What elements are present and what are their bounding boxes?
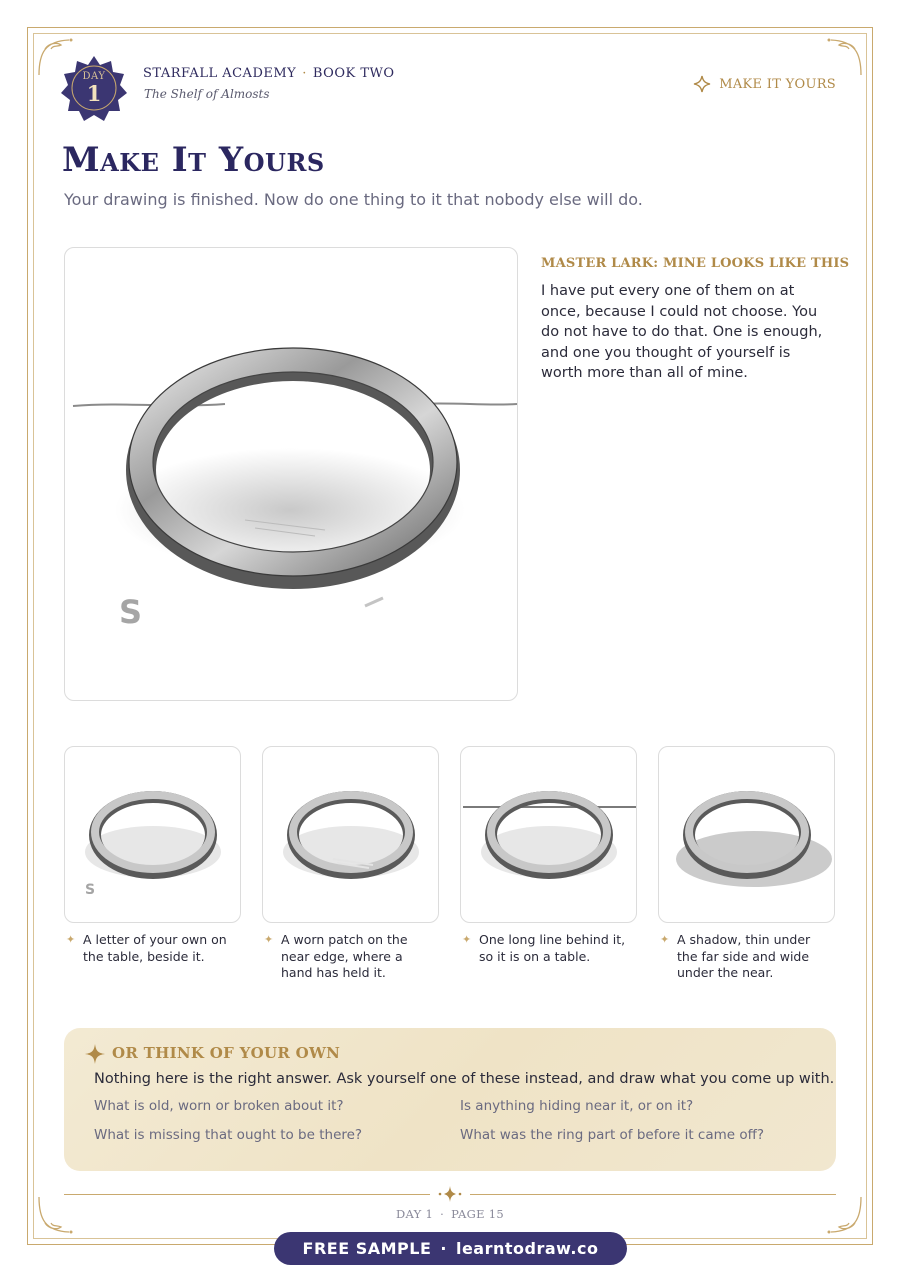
ring-worn-patch-icon [263,747,439,923]
star-bullet-icon: ✦ [660,933,670,946]
own-heading: OR THINK OF YOUR OWN [112,1044,341,1062]
option-caption [64,932,240,965]
footer-page-info [0,1207,900,1221]
silver-ring-drawing-icon [65,248,518,701]
corner-flourish-icon [821,35,865,79]
own-instructions: Nothing here is the right answer. Ask yourself one of these instead, and draw what you come up with. [94,1071,835,1087]
book-subtitle: The Shelf of Almosts [144,87,270,101]
day-badge [61,55,127,121]
footer-day: DAY 1 [395,1207,434,1221]
series-name: STARFALL ACADEMY [143,66,297,81]
option-caption [262,932,438,982]
option-thumbnail-line [460,746,637,923]
sample-label: FREE SAMPLE [302,1239,432,1258]
option-thumbnail-letter [64,746,241,923]
option-thumbnail-worn [262,746,439,923]
footer-divider [470,1194,836,1195]
option-caption-text: One long line behind it, so it is on a table. [479,932,626,964]
star-bullet-icon: ✦ [66,933,76,946]
think-of-your-own-panel [64,1028,836,1171]
day-number: 1 [86,81,102,106]
option-caption-text: A shadow, thin under the far side and wide under the near. [677,932,811,980]
master-note-body: I have put every one of them on at once, because I could not choose. You do not have to do that. One is enough, and one you thought of yourself is worth more than all of mine. [541,283,823,381]
option-caption-text: A worn patch on the near edge, where a hand has held it. [281,932,408,980]
sample-site-link[interactable]: learntodraw.co [455,1239,599,1258]
free-sample-banner[interactable] [274,1232,627,1265]
option-thumbnail-shadow [658,746,835,923]
ring-with-letter-icon [65,747,241,923]
section-tag [693,75,836,93]
option-caption [460,932,636,965]
prompt-question: What was the ring part of before it came off? [460,1127,765,1143]
page-intro: Your drawing is finished. Now do one thing to it that nobody else will do. [64,190,643,209]
ring-shadow-icon [659,747,835,923]
sparkle-icon [84,1043,106,1065]
footer-sparkle-icon [438,1185,462,1203]
star-bullet-icon: ✦ [264,933,274,946]
prompt-question: What is old, worn or broken about it? [94,1098,344,1114]
option-caption-text: A letter of your own on the table, beside it. [83,932,227,964]
main-illustration [64,247,518,701]
separator-dot: · [440,1239,447,1258]
star-bullet-icon: ✦ [462,933,472,946]
initial-letter: S [119,593,143,631]
initial-letter: S [85,882,96,898]
page-title: Make It Yours [62,140,325,180]
book-name: BOOK TWO [312,66,395,81]
separator-dot: · [302,66,307,81]
footer-divider [64,1194,430,1195]
day-label: DAY [82,71,106,82]
section-tag-label: MAKE IT YOURS [719,76,836,92]
prompt-question: Is anything hiding near it, or on it? [460,1098,694,1114]
separator-dot: · [440,1207,445,1221]
series-title [143,66,395,81]
option-caption [658,932,834,982]
ring-table-line-icon [461,747,637,923]
master-note-heading: MASTER LARK: MINE LOOKS LIKE THIS [541,256,850,271]
prompt-question: What is missing that ought to be there? [94,1127,363,1143]
sparkle-icon [693,75,711,93]
footer-page: PAGE 15 [451,1207,505,1221]
